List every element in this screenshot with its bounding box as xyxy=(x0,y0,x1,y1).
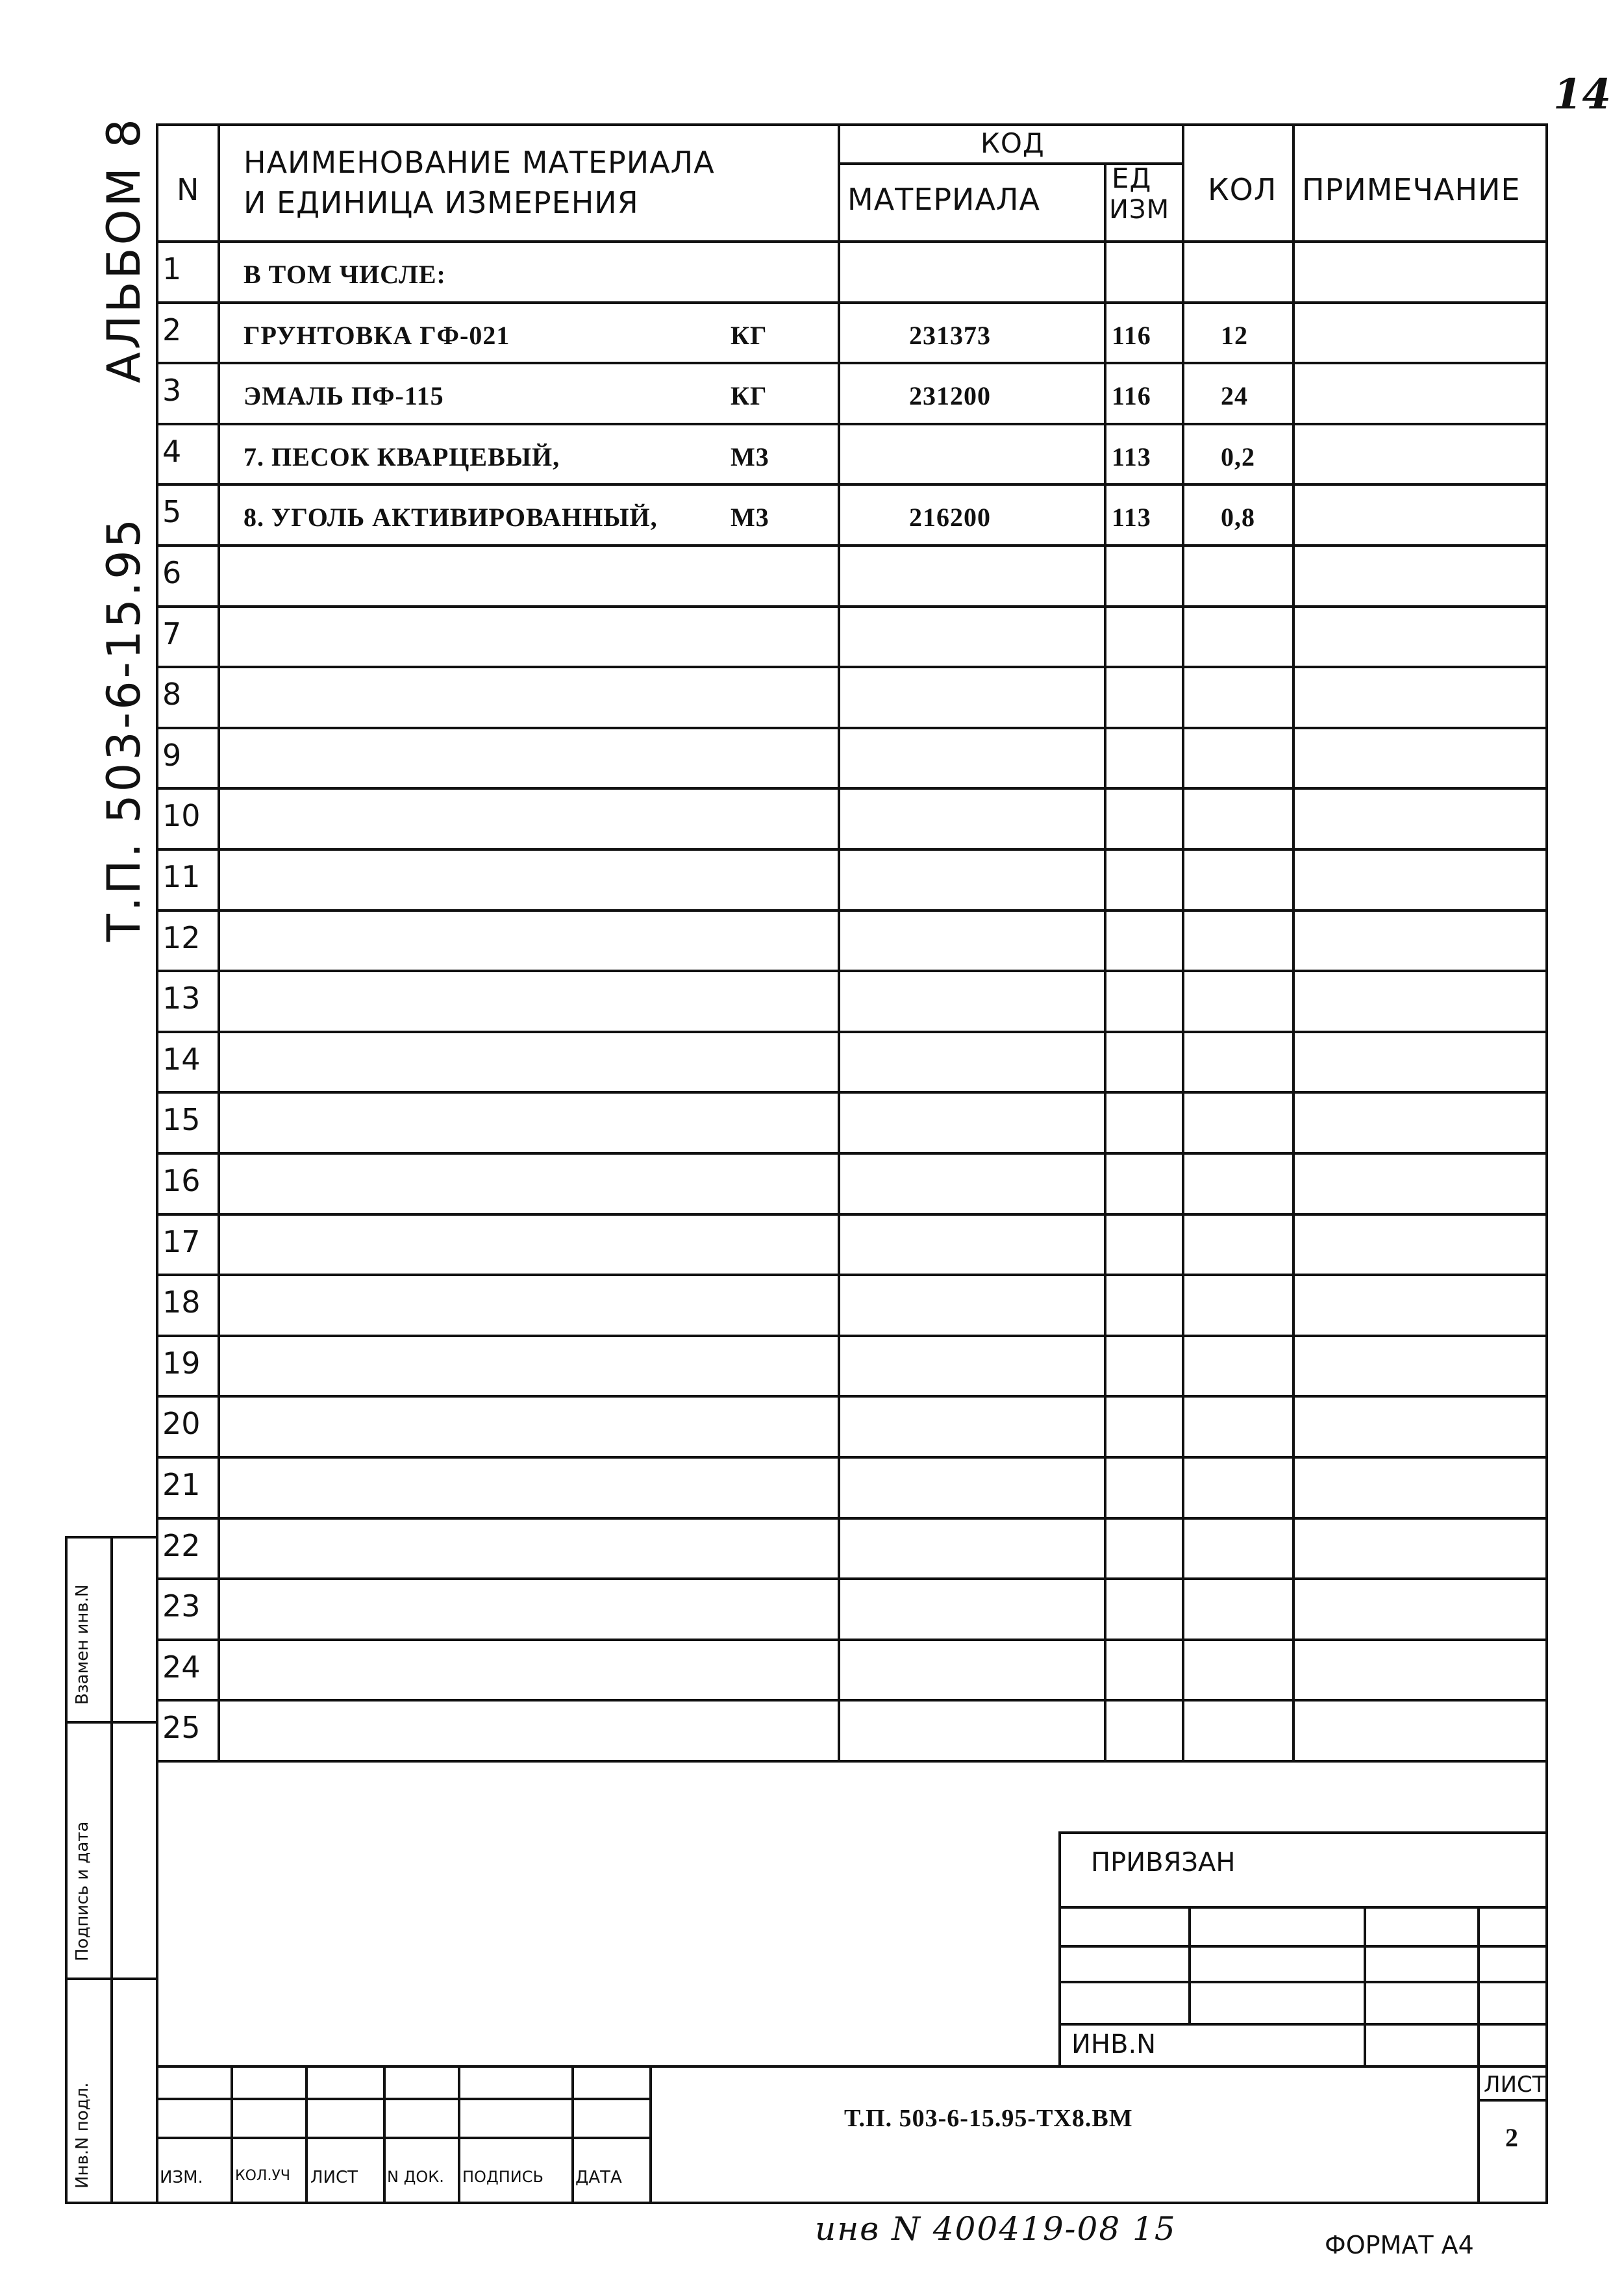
table-row xyxy=(156,1091,1545,1152)
table-row xyxy=(156,1335,1545,1396)
table-row xyxy=(156,362,1545,423)
row-name: ГРУНТОВКА ГФ-021 xyxy=(244,321,510,350)
header-izm: ИЗМ xyxy=(1109,195,1170,225)
format-label: ФОРМАТ А4 xyxy=(1325,2231,1474,2259)
row-kol: 12 xyxy=(1221,321,1248,350)
table-row xyxy=(156,848,1545,909)
row-number: 15 xyxy=(162,1102,201,1137)
row-code: 231200 xyxy=(909,381,991,410)
table-row xyxy=(156,544,1545,605)
table-row xyxy=(156,909,1545,970)
row-number: 13 xyxy=(162,981,201,1016)
row-ed: 116 xyxy=(1112,321,1151,350)
table-row xyxy=(156,1699,1545,1760)
table-row xyxy=(156,970,1545,1031)
table-row xyxy=(156,727,1545,788)
row-ed: 116 xyxy=(1112,381,1151,410)
row-number: 22 xyxy=(162,1528,201,1563)
header-n: N xyxy=(177,172,200,207)
album-label: АЛЬБОМ 8 xyxy=(97,116,151,383)
table-row xyxy=(156,1517,1545,1578)
row-number: 10 xyxy=(162,798,201,833)
stamp-label-ndok: N ДОК. xyxy=(387,2168,444,2186)
row-number: 16 xyxy=(162,1163,201,1198)
page-number: 14 xyxy=(1553,70,1612,119)
row-unit: КГ xyxy=(731,321,768,350)
row-code: 231373 xyxy=(909,321,991,350)
row-name: 7. ПЕСОК КВАРЦЕВЫЙ, xyxy=(244,442,560,471)
row-number: 9 xyxy=(162,738,182,773)
table-row xyxy=(156,1395,1545,1456)
row-kol: 0,2 xyxy=(1221,442,1255,471)
row-unit: М3 xyxy=(731,442,769,471)
table-row xyxy=(156,787,1545,848)
handwritten-inv: инв N 400419-08 15 xyxy=(815,2210,1177,2248)
inv-label: ИНВ.N xyxy=(1071,2029,1156,2059)
row-kol: 24 xyxy=(1221,381,1248,410)
row-number: 7 xyxy=(162,616,182,651)
stamp-inv-podl: Инв.N подл. xyxy=(73,2082,92,2189)
document-designation: Т.П. 503-6-15.95-ТХ8.ВМ xyxy=(844,2105,1133,2132)
row-number: 3 xyxy=(162,373,182,408)
row-number: 24 xyxy=(162,1650,201,1685)
header-note: ПРИМЕЧАНИЕ xyxy=(1302,172,1521,207)
row-number: 21 xyxy=(162,1467,201,1502)
list-value: 2 xyxy=(1505,2123,1519,2152)
table-row xyxy=(156,1213,1545,1274)
stamp-label-izm: ИЗМ. xyxy=(160,2168,203,2187)
table-row xyxy=(156,1152,1545,1213)
stamp-vzamen: Взамен инв.N xyxy=(73,1584,92,1705)
row-number: 20 xyxy=(162,1406,201,1441)
stamp-podpis: Подпись и дата xyxy=(73,1821,92,1961)
table-row xyxy=(156,483,1545,544)
row-unit: М3 xyxy=(731,503,769,532)
stamp-label-kolich: КОЛ.УЧ xyxy=(235,2168,290,2184)
header-ed: ЕД xyxy=(1112,162,1152,194)
row-number: 6 xyxy=(162,555,182,590)
row-kol: 0,8 xyxy=(1221,503,1255,532)
row-number: 25 xyxy=(162,1710,201,1745)
table-row xyxy=(156,1639,1545,1700)
privyazan-label: ПРИВЯЗАН xyxy=(1091,1848,1236,1877)
project-side-label: Т.П. 503-6-15.95 xyxy=(97,516,151,942)
row-name: В ТОМ ЧИСЛЕ: xyxy=(244,260,446,289)
row-name: 8. УГОЛЬ АКТИВИРОВАННЫЙ, xyxy=(244,503,658,532)
list-label: ЛИСТ xyxy=(1484,2072,1546,2098)
row-number: 17 xyxy=(162,1224,201,1259)
stamp-label-podpis: ПОДПИСЬ xyxy=(462,2168,543,2186)
row-unit: КГ xyxy=(731,381,768,410)
row-ed: 113 xyxy=(1112,503,1151,532)
header-name-line1: НАИМЕНОВАНИЕ МАТЕРИАЛА xyxy=(244,145,715,180)
row-name: ЭМАЛЬ ПФ-115 xyxy=(244,381,444,410)
row-number: 23 xyxy=(162,1589,201,1624)
table-row xyxy=(156,605,1545,666)
header-name-line2: И ЕДИНИЦА ИЗМЕРЕНИЯ xyxy=(244,185,639,220)
row-code: 216200 xyxy=(909,503,991,532)
header-material: МАТЕРИАЛА xyxy=(847,182,1040,217)
row-ed: 113 xyxy=(1112,442,1151,471)
table-row xyxy=(156,423,1545,484)
row-number: 18 xyxy=(162,1285,201,1320)
row-number: 1 xyxy=(162,251,182,286)
table-row xyxy=(156,666,1545,727)
row-number: 4 xyxy=(162,434,182,469)
row-number: 14 xyxy=(162,1042,201,1077)
row-number: 5 xyxy=(162,494,182,529)
stamp-label-list: ЛИСТ xyxy=(310,2168,358,2187)
table-row xyxy=(156,301,1545,362)
row-number: 12 xyxy=(162,920,201,955)
row-number: 19 xyxy=(162,1346,201,1381)
row-number: 8 xyxy=(162,677,182,712)
row-number: 11 xyxy=(162,859,201,894)
table-row xyxy=(156,1577,1545,1639)
table-row xyxy=(156,240,1545,301)
header-kod: КОД xyxy=(981,127,1045,159)
stamp-label-data: ДАТА xyxy=(575,2168,622,2187)
table-row xyxy=(156,1031,1545,1092)
table-row xyxy=(156,1456,1545,1517)
row-number: 2 xyxy=(162,312,182,347)
table-row xyxy=(156,1274,1545,1335)
header-kol: КОЛ xyxy=(1208,172,1277,207)
